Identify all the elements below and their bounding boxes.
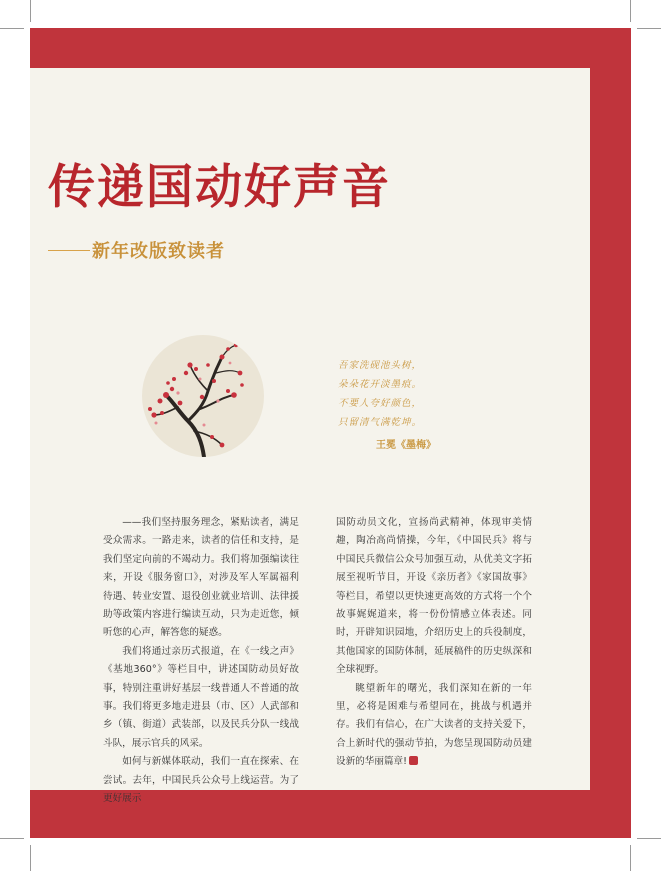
body-column-left bbox=[103, 514, 299, 809]
end-mark-icon bbox=[409, 756, 418, 765]
poem-line: 不要人夸好颜色， bbox=[338, 398, 423, 409]
body-paragraph: 我们将通过亲历式报道，在《一线之声》《基地360°》等栏目中，讲述国防动员好故事，特别注重讲好基层一线普通人不普通的故事。我们将更多地走进县（市、区）人武部和乡（镇、街道）武装部，以及民兵分队一线战斗队，展示官兵的风采。 bbox=[103, 645, 299, 749]
subtitle-dash bbox=[48, 250, 90, 251]
poem-author: 王冕《墨梅》 bbox=[376, 440, 436, 451]
poem-line: 只留清气满乾坤。 bbox=[338, 417, 423, 428]
crop-mark bbox=[630, 0, 631, 22]
page-title: 传递国动好声音 bbox=[48, 160, 391, 215]
body-paragraph-text: 眺望新年的曙光，我们深知在新的一年里，必将是困难与希望同在，挑战与机遇并存。我们有信心，在广大读者的支持关爱下，合上新时代的强动节拍，为您呈现国防动员建设新的华丽篇章! bbox=[336, 682, 532, 768]
crop-mark bbox=[637, 838, 661, 839]
crop-mark bbox=[30, 0, 31, 22]
crop-mark bbox=[630, 845, 631, 871]
poem-line: 朵朵花开淡墨痕。 bbox=[338, 379, 423, 390]
plum-branch-icon bbox=[142, 335, 264, 457]
crop-mark bbox=[0, 28, 24, 29]
subtitle-row bbox=[48, 236, 225, 264]
poem-block bbox=[338, 356, 436, 451]
crop-mark bbox=[30, 845, 31, 871]
body-paragraph bbox=[336, 680, 532, 772]
page-subtitle: 新年改版致读者 bbox=[92, 241, 225, 262]
body-column-right bbox=[336, 514, 532, 772]
body-paragraph: ——我们坚持服务理念，紧贴读者，满足受众需求。一路走来，读者的信任和支持，是我们坚定向前的不竭动力。我们将加强编读往来，开设《服务窗口》，对涉及军人军属福利待遇、转业安置、退役创业就业培训、法律援助等政策内容进行编读互动，只为走近您，倾听您的心声，解答您的疑惑。 bbox=[103, 517, 299, 639]
crop-mark bbox=[637, 28, 661, 29]
body-paragraph: 如何与新媒体联动，我们一直在探索、在尝试。去年，中国民兵公众号上线运营。为了更好展示 bbox=[103, 756, 299, 805]
poem-line: 吾家洗砚池头树， bbox=[338, 360, 423, 371]
body-paragraph: 国防动员文化，宣扬尚武精神，体现审美情趣，陶冶高尚情操，今年，《中国民兵》将与中国民兵微信公众号加强互动，从优美文字拓展至视听节目，开设《亲历者》《家国故事》等栏目，希望以更快速更高效的方式将一个个故事娓娓道来，将一份份情感立体表述。同时，开辟知识园地，介绍历史上的兵役制度，其他国家的国防体制，延展稿件的历史纵深和全球视野。 bbox=[336, 517, 532, 676]
plum-blossom-illustration bbox=[142, 335, 264, 457]
crop-mark bbox=[0, 838, 24, 839]
